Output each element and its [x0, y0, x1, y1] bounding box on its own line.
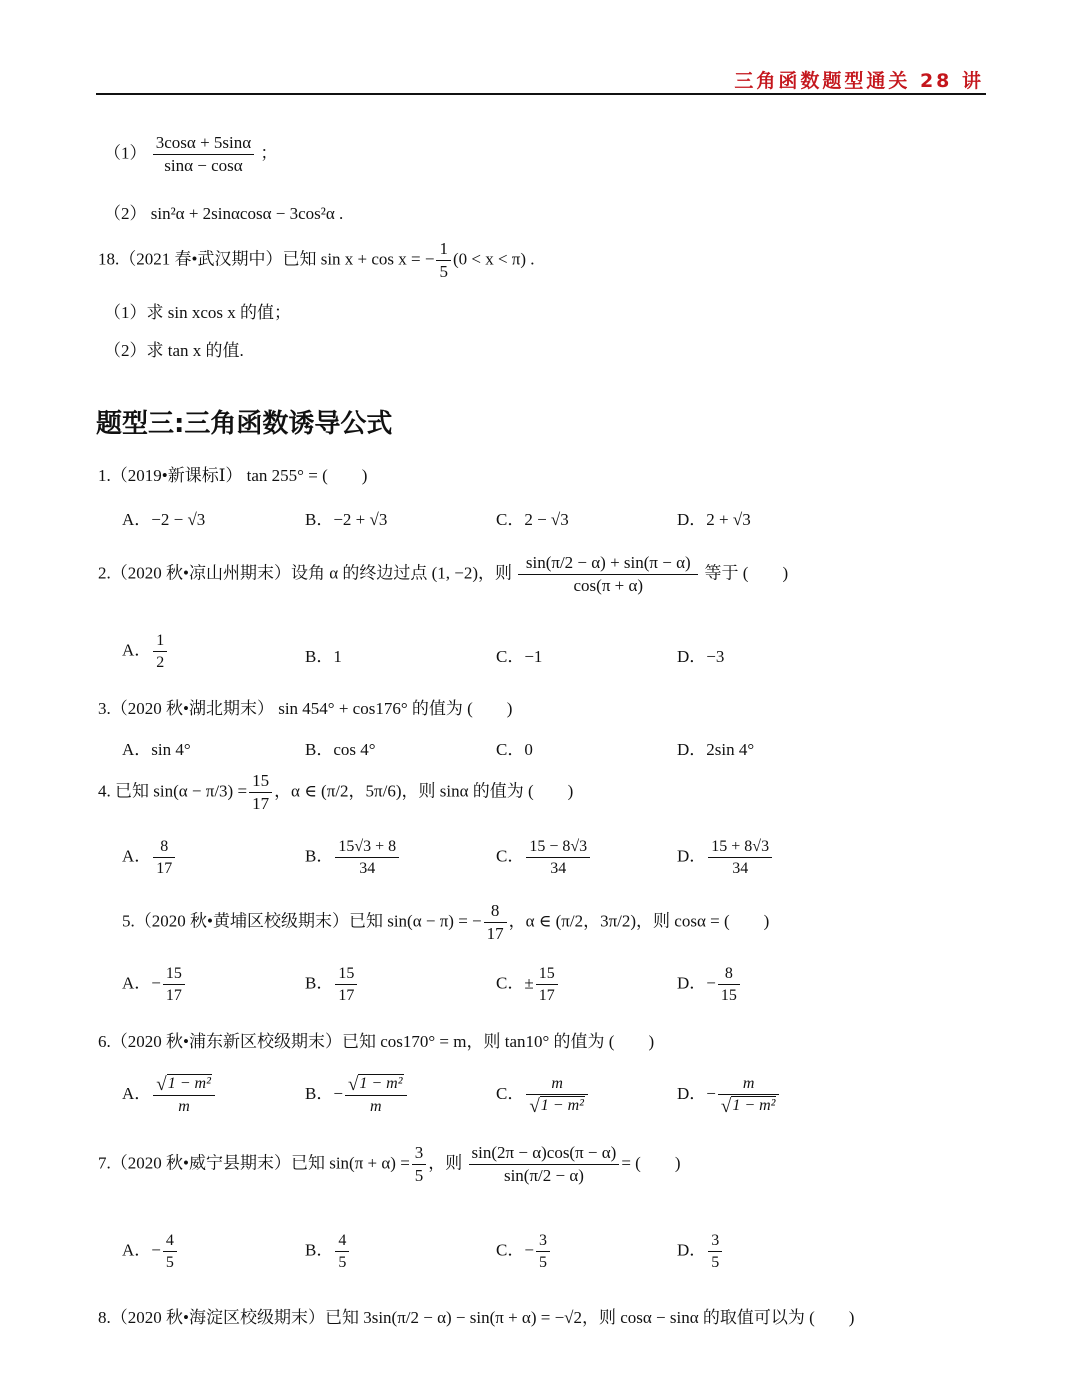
fraction	[153, 1073, 215, 1117]
option-label: B．	[305, 973, 334, 993]
q2-option-a	[122, 630, 169, 673]
q6-option-b	[305, 1073, 409, 1117]
denominator	[526, 1095, 588, 1117]
radicand: 1 − m²	[167, 1075, 211, 1092]
question-stem: 18.（2021 春•武汉期中）已知	[98, 249, 317, 269]
numerator: 15 + 8√3	[708, 836, 772, 858]
numerator: 8	[153, 836, 175, 858]
q5-option-d	[677, 963, 742, 1006]
q2-option-d	[677, 642, 724, 667]
q2-option-b	[305, 642, 342, 667]
option-label: C．	[496, 740, 525, 759]
sqrt	[721, 1095, 777, 1117]
numerator: 15	[536, 963, 558, 985]
question-18-part-1: （1）求 sin xcos x 的值；	[104, 303, 291, 322]
sign: −	[333, 1083, 343, 1103]
fraction	[718, 963, 740, 1006]
radicand: 1 − m²	[732, 1097, 776, 1114]
fraction	[163, 963, 185, 1006]
sqrt	[348, 1073, 404, 1095]
numerator: 15√3 + 8	[335, 836, 399, 858]
denominator: 5	[711, 1254, 720, 1271]
q5-option-b	[305, 963, 359, 1006]
fraction	[412, 1142, 427, 1187]
option-label: C．	[496, 1240, 525, 1260]
fraction	[335, 1230, 349, 1273]
q6-option-c	[496, 1073, 590, 1117]
sign: −	[706, 973, 716, 993]
fraction	[708, 836, 772, 879]
option-label: A．	[122, 510, 152, 529]
denominator: 5	[165, 1254, 174, 1271]
numerator: 4	[163, 1230, 177, 1252]
option-label: A．	[122, 846, 152, 866]
fraction	[518, 552, 698, 597]
fraction	[249, 770, 272, 815]
option-label: B．	[305, 740, 334, 759]
denominator: m	[369, 1098, 382, 1115]
prev-part-1	[104, 132, 277, 177]
question-6-stem: 6.（2020 秋•浦东新区校级期末）已知 cos170° = m，则 tan10° 的值为 ( )	[98, 1032, 655, 1051]
fraction	[526, 1073, 588, 1117]
numerator	[153, 1073, 215, 1096]
question-8-stem: 8.（2020 秋•海淀区校级期末）已知 3sin(π/2 − α) − sin(π + α) = −√2，则 cosα − sinα 的取值可以为 ( )	[98, 1308, 855, 1327]
q3-option-a	[122, 735, 191, 760]
q1-option-c	[496, 505, 569, 530]
q3-option-d	[677, 735, 754, 760]
denominator: 17	[338, 987, 355, 1004]
sign: −	[151, 1240, 161, 1260]
question-4-stem	[98, 770, 573, 815]
denominator: 17	[165, 987, 182, 1004]
punct: ；	[260, 143, 278, 163]
numerator	[345, 1073, 407, 1096]
option-label: A．	[122, 1083, 152, 1103]
fraction	[153, 132, 254, 177]
denominator: 5	[338, 1254, 347, 1271]
expression: (0 < x < π) .	[452, 249, 535, 269]
question-stem-mid: ，则	[428, 1153, 463, 1173]
sign: −	[706, 1083, 716, 1103]
radical-sign: √	[529, 1096, 540, 1117]
question-stem: 5.（2020 秋•黄埔区校级期末）已知 sin(α − π) = −	[122, 911, 482, 931]
q4-option-a	[122, 836, 177, 879]
numerator: 15	[249, 770, 272, 793]
option-label: B．	[305, 510, 334, 529]
radical-sign: √	[720, 1096, 732, 1117]
radical-sign: √	[347, 1074, 359, 1095]
option-value: 2 + √3	[706, 510, 751, 529]
option-value: 0	[524, 740, 533, 759]
numerator: 15 − 8√3	[526, 836, 590, 858]
option-label: C．	[496, 647, 525, 666]
option-label: C．	[496, 510, 525, 529]
sign: −	[524, 1240, 534, 1260]
q3-option-c	[496, 735, 533, 760]
numerator: sin(π/2 − α) + sin(π − α)	[518, 552, 698, 575]
numerator: 8	[718, 963, 740, 985]
denominator: 5	[414, 1166, 424, 1185]
option-value: 1	[333, 647, 342, 666]
option-label: A．	[122, 740, 152, 759]
fraction	[469, 1142, 620, 1187]
denominator: 2	[156, 654, 165, 671]
q7-option-c	[496, 1230, 552, 1273]
numerator: 3	[708, 1230, 722, 1252]
numerator: 1	[153, 630, 167, 652]
option-label: D．	[677, 973, 707, 993]
denominator: 17	[252, 794, 270, 813]
numerator: 1	[436, 238, 451, 261]
option-value: sin 4°	[151, 740, 191, 759]
option-value: −2 − √3	[151, 510, 206, 529]
numerator: 15	[335, 963, 357, 985]
q6-option-d	[677, 1073, 781, 1117]
option-value: −2 + √3	[333, 510, 388, 529]
numerator: 3cosα + 5sinα	[153, 132, 254, 155]
fraction	[335, 836, 399, 879]
fraction	[345, 1073, 407, 1117]
question-stem: 4. 已知 sin(α − π/3) =	[98, 781, 248, 801]
option-label: A．	[122, 640, 152, 660]
denominator: 17	[156, 860, 173, 877]
option-label: C．	[496, 1083, 525, 1103]
denominator: 17	[486, 924, 504, 943]
option-label: D．	[677, 846, 707, 866]
question-stem: 2.（2020 秋•凉山州期末）设角 α 的终边过点 (1, −2)，则	[98, 563, 513, 583]
numerator: 15	[163, 963, 185, 985]
question-stem: 7.（2020 秋•威宁县期末）已知 sin(π + α) =	[98, 1153, 410, 1173]
numerator: 4	[335, 1230, 349, 1252]
option-value: cos 4°	[333, 740, 376, 759]
numerator: 8	[484, 900, 507, 923]
q2-option-c	[496, 642, 542, 667]
option-value: −3	[706, 647, 725, 666]
option-label: B．	[305, 647, 334, 666]
fraction	[708, 1230, 722, 1273]
option-value: 2sin 4°	[706, 740, 755, 759]
q1-option-b	[305, 505, 387, 530]
section-title: 题型三:三角函数诱导公式	[96, 409, 393, 439]
question-18-part-2: （2）求 tan x 的值.	[104, 341, 244, 360]
q4-option-c	[496, 836, 592, 879]
numerator: m	[718, 1073, 780, 1095]
numerator: 3	[412, 1142, 427, 1165]
q1-option-a	[122, 505, 205, 530]
denominator: 34	[732, 860, 749, 877]
option-label: D．	[677, 647, 707, 666]
sign: −	[151, 973, 161, 993]
fraction	[484, 900, 507, 945]
denominator: 17	[538, 987, 555, 1004]
expression: sin x + cos x = −	[320, 249, 435, 269]
sign: ±	[524, 973, 534, 993]
q7-option-b	[305, 1230, 351, 1273]
question-stem-end: 等于 ( )	[704, 563, 789, 583]
option-label: B．	[305, 1240, 334, 1260]
fraction	[436, 238, 451, 283]
question-3-stem: 3.（2020 秋•湖北期末） sin 454° + cos176° 的值为 ( )	[98, 699, 513, 718]
question-7-stem	[98, 1142, 681, 1187]
option-label: D．	[677, 1083, 707, 1103]
numerator: m	[526, 1073, 588, 1095]
q5-option-c	[496, 963, 560, 1006]
denominator: sinα − cosα	[164, 156, 243, 175]
q7-option-d	[677, 1230, 724, 1273]
option-label: C．	[496, 973, 525, 993]
question-5-stem	[122, 900, 769, 945]
fraction	[536, 1230, 550, 1273]
denominator: 34	[550, 860, 567, 877]
option-label: B．	[305, 846, 334, 866]
numerator: 3	[536, 1230, 550, 1252]
fraction	[536, 963, 558, 1006]
question-1-stem: 1.（2019•新课标Ⅰ） tan 255° = ( )	[98, 466, 368, 485]
sqrt	[156, 1073, 212, 1095]
fraction	[163, 1230, 177, 1273]
denominator: 15	[720, 987, 737, 1004]
header-title: 三角函数题型通关 28 讲	[734, 70, 984, 92]
prev-part-2	[104, 199, 343, 224]
option-label: B．	[305, 1083, 334, 1103]
denominator	[718, 1095, 780, 1117]
denominator: m	[178, 1098, 190, 1115]
option-value: −1	[524, 647, 543, 666]
option-label: D．	[677, 1240, 707, 1260]
q7-option-a	[122, 1230, 179, 1273]
question-stem-end: ，α ∈ (π/2，5π/6)，则 sinα 的值为 ( )	[274, 781, 574, 801]
q3-option-b	[305, 735, 376, 760]
radical-sign: √	[156, 1074, 167, 1095]
option-label: D．	[677, 510, 707, 529]
question-2-stem	[98, 552, 788, 597]
option-value: 2 − √3	[524, 510, 569, 529]
fraction	[335, 963, 357, 1006]
sqrt	[529, 1095, 585, 1117]
option-label: C．	[496, 846, 525, 866]
denominator: 34	[359, 860, 376, 877]
denominator: 5	[538, 1254, 547, 1271]
q1-option-d	[677, 505, 751, 530]
fraction	[718, 1073, 780, 1117]
question-18	[98, 238, 535, 283]
option-label: A．	[122, 1240, 152, 1260]
part-label: （1）	[104, 143, 147, 163]
radicand: 1 − m²	[359, 1075, 403, 1092]
q4-option-d	[677, 836, 774, 879]
fraction	[153, 630, 167, 673]
q4-option-b	[305, 836, 401, 879]
fraction	[153, 836, 175, 879]
denominator: sin(π/2 − α)	[503, 1166, 584, 1185]
denominator: cos(π + α)	[573, 576, 644, 595]
q5-option-a	[122, 963, 187, 1006]
radicand: 1 − m²	[540, 1097, 584, 1114]
fraction	[526, 836, 590, 879]
q6-option-a	[122, 1073, 217, 1117]
header-rule	[96, 93, 986, 95]
question-stem-end: ，α ∈ (π/2，3π/2)，则 cosα = ( )	[508, 911, 770, 931]
question-stem-end: = ( )	[621, 1153, 681, 1173]
part-label: （2）	[104, 204, 147, 223]
option-label: A．	[122, 973, 152, 993]
denominator: 5	[439, 262, 448, 281]
expression: sin²α + 2sinαcosα − 3cos²α .	[150, 204, 344, 223]
numerator: sin(2π − α)cos(π − α)	[469, 1142, 620, 1165]
option-label: D．	[677, 740, 707, 759]
